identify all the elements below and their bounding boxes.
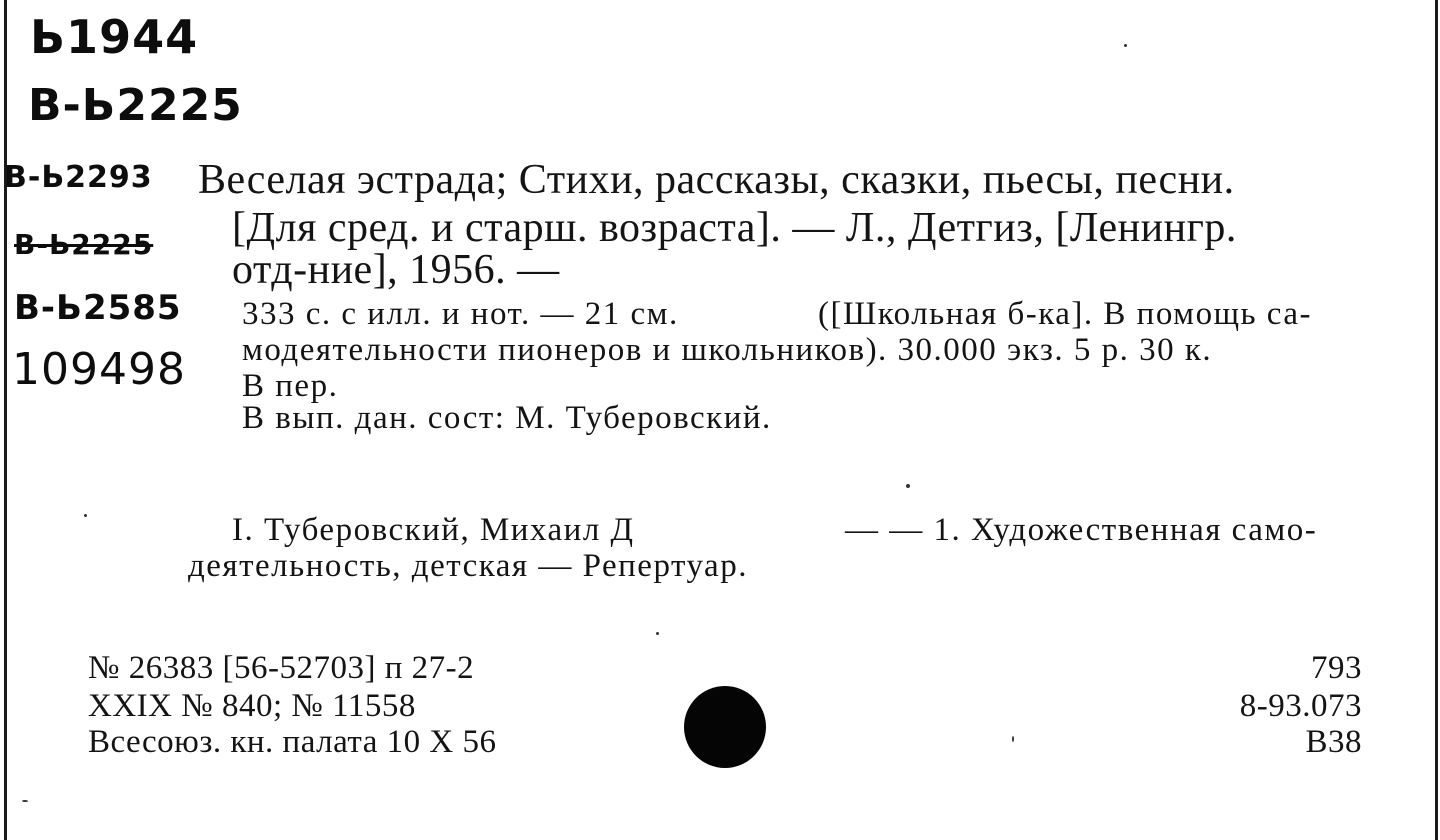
footer-right-line-1: 793 (1311, 650, 1362, 686)
handwritten-call-number-6: 109498 (12, 344, 186, 395)
entry-line-2: [Для сред. и старш. возраста]. — Л., Детгиз, [Ленингр. (232, 205, 1237, 251)
scan-speck (22, 800, 28, 802)
footer-left-line-1: № 26383 [56-52703] п 27-2 (88, 650, 475, 686)
entry-line-7: В вып. дан. сост: М. Туберовский. (242, 400, 772, 436)
card-left-edge (4, 0, 7, 840)
scan-speck (1124, 44, 1127, 47)
scan-speck (906, 484, 910, 488)
handwritten-call-number-4: В-Ь2225 (14, 228, 154, 261)
scan-speck (1012, 736, 1014, 742)
entry-line-1: Веселая эстрада; Стихи, рассказы, сказки, пьесы, песни. (198, 157, 1235, 203)
entry-line-4b: ([Школьная б-ка]. В помощь са- (818, 296, 1312, 332)
tracing-line-1a: I. Туберовский, Михаил Д (232, 512, 635, 548)
scan-speck (84, 514, 87, 517)
tracing-line-1b: — — 1. Художественная само- (845, 512, 1318, 548)
entry-line-4a: 333 с. с илл. и нот. — 21 см. (242, 296, 679, 332)
entry-line-6: В пер. (242, 368, 339, 404)
footer-right-line-3: В38 (1305, 724, 1362, 760)
card-right-edge (1435, 0, 1438, 840)
entry-line-3: отд-ние], 1956. — (232, 247, 560, 293)
scan-speck (656, 632, 659, 635)
footer-left-line-3: Всесоюз. кн. палата 10 X 56 (88, 724, 497, 760)
handwritten-call-number-1: Ь1944 (30, 10, 199, 64)
tracing-line-2: деятельность, детская — Репертуар. (188, 548, 748, 584)
footer-left-line-2: XXIX № 840; № 11558 (88, 688, 416, 724)
entry-line-5: модеятельности пионеров и школьников). 30.000 экз. 5 р. 30 к. (242, 332, 1213, 368)
handwritten-call-number-3: В-Ь2293 (4, 160, 153, 195)
footer-right-line-2: 8-93.073 (1239, 688, 1362, 724)
handwritten-call-number-2: В-Ь2225 (28, 80, 243, 131)
handwritten-call-number-5: В-Ь2585 (14, 288, 182, 328)
card-punch-hole (684, 686, 766, 768)
